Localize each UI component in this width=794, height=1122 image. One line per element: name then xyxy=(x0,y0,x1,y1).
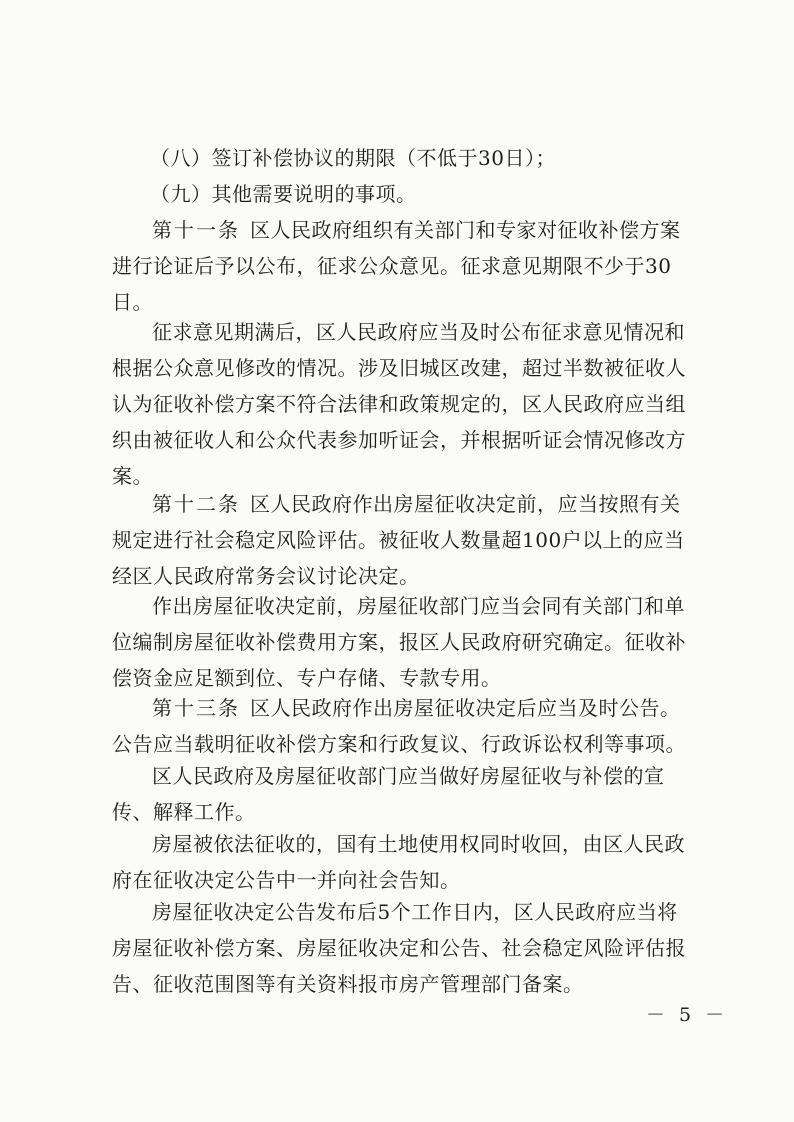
article-11-number: 第十一条 xyxy=(152,218,240,242)
paragraph-filing: 房屋征收决定公告发布后5个工作日内，区人民政府应当将房屋征收补偿方案、房屋征收决定和公告、社会稳定风险评估报告、征收范围图等有关资料报市房产管理部门备案。 xyxy=(112,900,686,996)
article-13-body: 区人民政府作出房屋征收决定后应当及时公告。公告应当载明征收补偿方案和行政复议、行政诉讼权利等事项。 xyxy=(112,696,686,756)
paragraph-after-article-12: 作出房屋征收决定前，房屋征收部门应当会同有关部门和单位编制房屋征收补偿费用方案，报区人民政府研究确定。征收补偿资金应足额到位、专户存储、专款专用。 xyxy=(112,594,686,690)
article-12-body: 区人民政府作出房屋征收决定前，应当按照有关规定进行社会稳定风险评估。被征收人数量超100户以上的应当经区人民政府常务会议讨论决定。 xyxy=(112,492,685,588)
article-11-body: 区人民政府组织有关部门和专家对征收补偿方案进行论证后予以公布，征求公众意见。征求意见期限不少于30日。 xyxy=(112,218,681,314)
article-13-number: 第十三条 xyxy=(152,696,240,720)
item-9: （九）其他需要说明的事项。 xyxy=(150,182,417,206)
paragraph-after-article-11: 征求意见期满后，区人民政府应当及时公布征求意见情况和根据公众意见修改的情况。涉及旧城区改建，超过半数被征收人认为征收补偿方案不符合法律和政策规定的，区人民政府应当组织由被征收人和公众代表参加听证会，并根据听证会情况修改方案。 xyxy=(112,320,686,488)
article-11 xyxy=(112,212,692,320)
item-8: （八）签订补偿协议的期限（不低于30日）； xyxy=(150,146,556,170)
article-13 xyxy=(112,690,692,762)
article-12-number: 第十二条 xyxy=(152,492,240,516)
article-12 xyxy=(112,486,692,594)
page-number: － 5 － xyxy=(646,1004,729,1026)
paragraph-land-rights: 房屋被依法征收的，国有土地使用权同时收回，由区人民政府在征收决定公告中一并向社会告知。 xyxy=(112,832,685,892)
paragraph-publicity: 区人民政府及房屋征收部门应当做好房屋征收与补偿的宣传、解释工作。 xyxy=(112,764,665,824)
